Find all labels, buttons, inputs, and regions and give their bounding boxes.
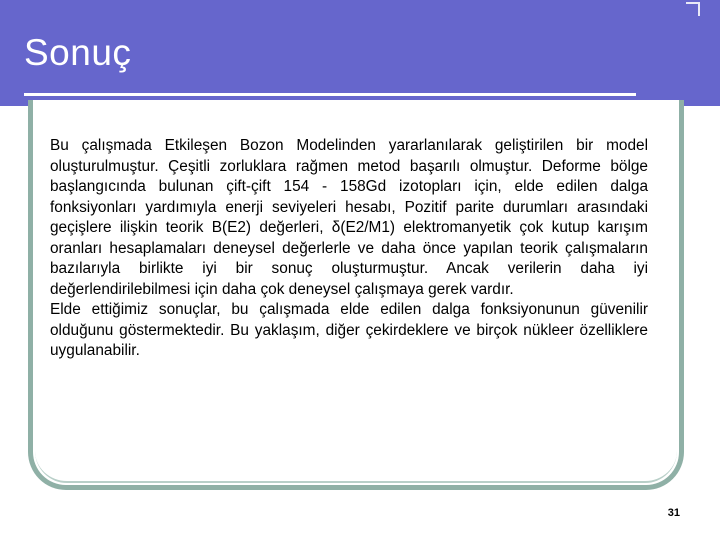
paragraph-1: Bu çalışmada Etkileşen Bozon Modelinden yararlanılarak geliştirilen bir model oluşturulmuştur. Çeşitli zorluklara rağmen metod başarılı olmuştur. Deforme bölge başlangıcında bulunan çift-çift 154 - 158Gd izotopları için, elde edilen dalga fonksiyonları yardımıyla enerji seviyeleri hesabı, Pozitif parite durumları arasındaki geçişlere ilişkin teorik B(E2) değerleri, δ(E2/M1) elektromanyetik çok kutup karışım oranları hesaplamaları deneysel değerlerle ve daha önce yapılan teorik çalışmaların bazılarıyla birlikte iyi bir sonuç oluşturmuştur. Ancak verilerin daha iyi değerlendirilebilmesi için daha çok deneysel çalışmaya gerek vardır. (50, 137, 648, 298)
corner-mark (686, 2, 700, 16)
title-underline (24, 93, 636, 96)
paragraph-2: Elde ettiğimiz sonuçlar, bu çalışmada elde edilen dalga fonksiyonunun güvenilir olduğunu göstermektedir. Bu yaklaşım, diğer çekirdeklere ve birçok nükleer özelliklere uygulanabilir. (50, 301, 648, 359)
slide-title: Sonuç (24, 32, 132, 73)
body-text (50, 136, 648, 362)
page-number: 31 (667, 507, 680, 519)
